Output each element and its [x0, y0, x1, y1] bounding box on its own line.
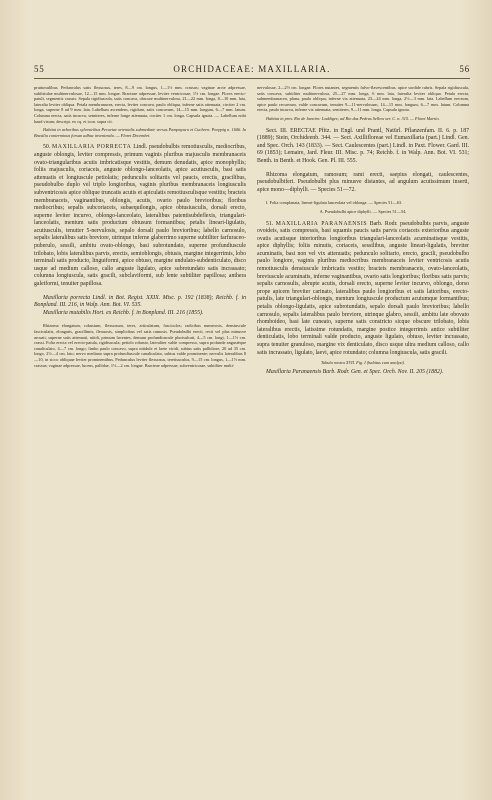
species-51-author: Barb. Rodr.	[369, 220, 398, 227]
species-50-body: pseudobulbis remotiusculis, mediocribus, anguste oblongis, leviter compressis, primum vaginis pluribus majusculis membranaceis ovato-triangularibus acutis imbricatisque vestitis, demum denudatis, apice monophyllis; foliis majusculis, coriaceis, anguste oblongo-lanceolatis, apice acutiusculis, basi satis attenuatis et longiuscule petiolatis; pedunculis solitariis vel paucis, erectis, gracilibus, pseudobulbo duplo vel triplo longioribus, vaginis pluribus membranaceis longiusculis subventricosis apice oblique truncatis acutis et apiculatis remotiusculisque vestitis; bracteis membranaceis, vaginantibus, oblongis, acutis, ovario paulo brevioribus; floribus mediocribus; sepalis subcoriaceis, subaequilongis, apice obtusiusculis, dorsali erecto, superne leviter incurvo, oblongo-lanceolato, lateralibus patentisubdeflexis, triangulari-lanceolatis, mentum satis productum obtusum formantibus; petalis lineari-ligulatis, acutiusculis, tenuiter 5-nervulosis, sepalo dorsali paulo brevioribus; labello carnosulo, sepalis lateralibus satis breviore, utrinque inferne glaberrimo superne subtiliter farfuraceo-puberulo, sessili, ambitu ovato-oblongo, basi subrotundato, superne profundiuscule trilobato, lobis lateralibus parvis, erectis, semioblongis, obtusis, margine integerrimis, lobo terminali satis producto, linguiformi, apice obtuso, margine undulato-subdenticulato, disco usque ad medium calloso, callo anguste ligulato, apice subrotundato satis incrassato; columna longiuscula, satis gracili, subclaviformi, sub lente subtiliter papillosa; anthera galeiformi, tenuiter papillosa.	[34, 144, 247, 288]
species-51-diagnosis	[257, 221, 469, 358]
section-rhizoma: Rhizoma elongatum, ramosum; rami erecti, saepius elongati, caulescentes, pseudobulbiferi. Pseudobulbi plus minusve distantes, ad angulum acutissimum inserti, apice mono—diphylli. — Species 51—72.	[257, 171, 469, 193]
running-title: ORCHIDACEAE: MAXILLARIA.	[173, 64, 331, 74]
left-habitat: Habitat in arboribus sylvestribus Peruviae orientalis submediaie versus Pampayaco et Cuchero: Poeppig n. 1606. In Brasilia conterminus forsan adhuc inveniendu. — Floret Decembri.	[34, 127, 246, 138]
species-50-author: Lindl.	[133, 144, 148, 151]
species-50-number: 50.	[43, 144, 51, 151]
species-51-body: pseudobulbis parvis, anguste ovoideis, satis compressis, basi squamis paucis satis parvis coriaceis exterioribus anguste ovatis acutisque interioribus longioribus triangulari-lanceolatis acuminatisque vestitis, apice diphyllis; foliis minutis, coriaceis, sessilibus, anguste lineari-ligulatis, breviter acuminatis, basi non vel vix attenuatis; pedunculo solitario, erecto, gracili, pseudobulbo paulo longiore, vaginis pluribus mediocribus membranaceis leviter ventricosis acutis remotiusculis densiuscule imbricatis vestito; bracteis membranaceis, ovato-lanceolatis, breviuscule acuminatis, inferne vaginantibus, ovario satis longioribus; floribus satis parvis; sepalis carnosulis, abrupte acutis, dorsali erecto, superne leviter incurvo, oblongo, dorso prope apicem breviter carinato, lateralibus paulo longioribus et satis latioribus, erecto-patulis, late triangulari-oblongis, mentum longiuscule productum acutumque formantibus; petalis oblongo-ligulatis, apice subrotundatis, sepalo dorsali paulo brevioribus; labello carnosulo, sepalis lateralibus paulo breviore, utrinque glabro, sessili, ambitu late obovato rhomboideo, basi late cuneato, superne satis constricto sicque obscure trilobato, lobis lateralibus erectis, latissime rotundatis, margine postice integerrimis antice subtiliter denticulatis, lobo terminali valde producto, anguste ligulato, obtuso, leviter incrassato, supra tenuiter granuloso, margine vix denticulato, disco usque ultra medium calloso, callo satis incrassato, ligulato, laevi, apice rotundato; columna longiuscula, satis gracili.	[257, 220, 469, 356]
header-rule	[34, 78, 470, 79]
species-51-reference: Maxillaria Paranaensis Barb. Rodr. Gen. et Spec. Orch. Nov. II. 205 (1882).	[266, 368, 444, 375]
text-columns	[34, 85, 470, 376]
right-habitat: Habitat in prov. Rio de Janeiro: Loddiges; ad Rio das Pedras Sellow ser. C. n. 315. — Floret Martio.	[266, 115, 440, 121]
species-50-description: Rhizoma elongatum, robustum, flexuosum, teres, articulatum, fasciculos; radicibus numerosis, densiuscule fasciculatis, elongatis, gracillimis, flexuosis, simplicibus vel satis ramosis. Pseudobulbi erecti, recti vel plus minusve arcuati, superne satis attenuati, nitidi, primum lucentes, demum profundiuscule plurisulcati, 4—5 cm. longi, 1—1½ cm. crassi. Folia erecta vel erecto-patula, rigidiuscula; petiolo robusto, lateraliter valde compresso, supra profunde angustèque canaliculato, 4—7 cm. longo; limbo paulo concavo, supra nitidule et laete viridi, subtus satis pallidiore, 20 ad 35 cm. longo, 2½—4 cm. lato; nervo mediano supra profundiuscule canaliculato, subtus valde prominente; nervulis lateralibus 8—10, in sicco obliquae leviter prominentibus. Pedunculus leviter flexuosus, teretiusculus, 9—15 cm. longus, 1—1½ mm. crassus; vaginae adpressae, lucens, pallidae, 1½—2 cm. longae. Bracteae adpressae, subventricosae, subtiliter multi-	[34, 323, 246, 368]
species-51-number: 51.	[266, 220, 274, 227]
page-header	[34, 64, 470, 74]
left-page-number: 55	[34, 64, 45, 74]
species-51-name: MAXILLARIA PARANAENSIS	[275, 220, 368, 227]
right-page-number: 56	[459, 64, 470, 74]
species-51-plate: Tabula nostra XVII. Fig. I (habitus cum analysi).	[320, 360, 406, 366]
left-top-description: pruinosulibus. Pedunculus satis flexuosus, teres, 8—9 cm. longus, 1—1½ mm. crassus; vaginae arcte adpressae, subfistulae multinervulosae, 12—15 mm. longae. Bracteae adpressae, leviter ventricosae, 1½ cm. longae. Flores erecto-patuli, segmentis crassis. Sepala rigidiuscula, satis concava, obscure multinervulosa, 21—22 mm. longa, 8—10 mm. lata, lateralia leviter obliqua. Petala membranacea, erecta, leviter concava, paulo obliqua, inferne satis attenuata, circiter 2 cm. longa, superne 8 ad 9 mm. lata. Labellum ascendens, rigidum, satis concavum, 14—15 mm. longum, 6—7 mm. latum. Columna erecta, satis incurva, semiteres, inferne longe attenuata, circiter 1 cm. longa. Capsula ignota. — Labellum nobi haud visum; descript. ex cq. et icon. supra cit.	[34, 85, 246, 124]
right-top-description: nervulosae, 2—2½ cm. longae. Flores nutantes, segmentis fulvo-flavescentibus, apice sordide rubris. Sepala rigidiuscula, satis concava, subtiliter multinervulosa, 25—27 mm. longa, 6 mm. lata, lateralia leviter obliqua. Petala erecta, submembranacea, plana, paulo obliqua, inferne vix attenuata, 23—24 mm. longa, 2½—3 mm. lata. Labellum erectum, apice paulo recurvum, valde concavum, tenuiter 9—11-nervulosum, 14—15 mm. longum, 6—7 mm. latum. Columna erecta, paulo incurva, inferne vix attenuata, semiteres, 9—11 mm. longa. Capsula ignota.	[257, 85, 469, 113]
section-erectae: Sect. III. ERECTAE Pfitz. in Engl. und Prantl, Natürl. Pflanzenfam. II. 6. p. 187 (1889); Stein, Orchideenb. 344. — Sect. Axillifloreae vel Eumaxillaria (part.) Lindl. Gen. and Spec. Orch. 143 (1833). — Sect. Caulescentes (part.) Lindl. in Paxt. Flower. Gard. III. 69 (1853); Lemaire, Jard. Fleur. III. Misc. p. 74; Reichb. f. in Walp. Ann. Bot. VI. 531; Benth. in Benth. et Hook. Gen. Pl. III. 555.	[257, 127, 469, 164]
key-entry-A: A. Pseudobulbi apice diphylli. — Species 51—54.	[319, 208, 407, 214]
species-50-diagnosis	[34, 144, 246, 288]
left-column	[34, 85, 246, 368]
species-50-synonym: Maxillaria mutabilis Hort. ex Reichb. f. in Bonpland. III. 216 (1855).	[43, 309, 204, 316]
species-50-name: MAXILLARIA PORRECTA	[52, 144, 132, 151]
right-column	[257, 85, 469, 376]
species-50-reference: Maxillaria porrecta Lindl. in Bot. Regist. XXIX. Misc. p. 192 (1838); Reichb. f. in Bonpland. III. 216, in Walp. Ann. Bot. VI. 535.	[34, 294, 246, 309]
key-entry-I: I. Folia complanata, lineari-ligulata lanceolata vel oblonga. — Species 51—63.	[266, 200, 403, 206]
